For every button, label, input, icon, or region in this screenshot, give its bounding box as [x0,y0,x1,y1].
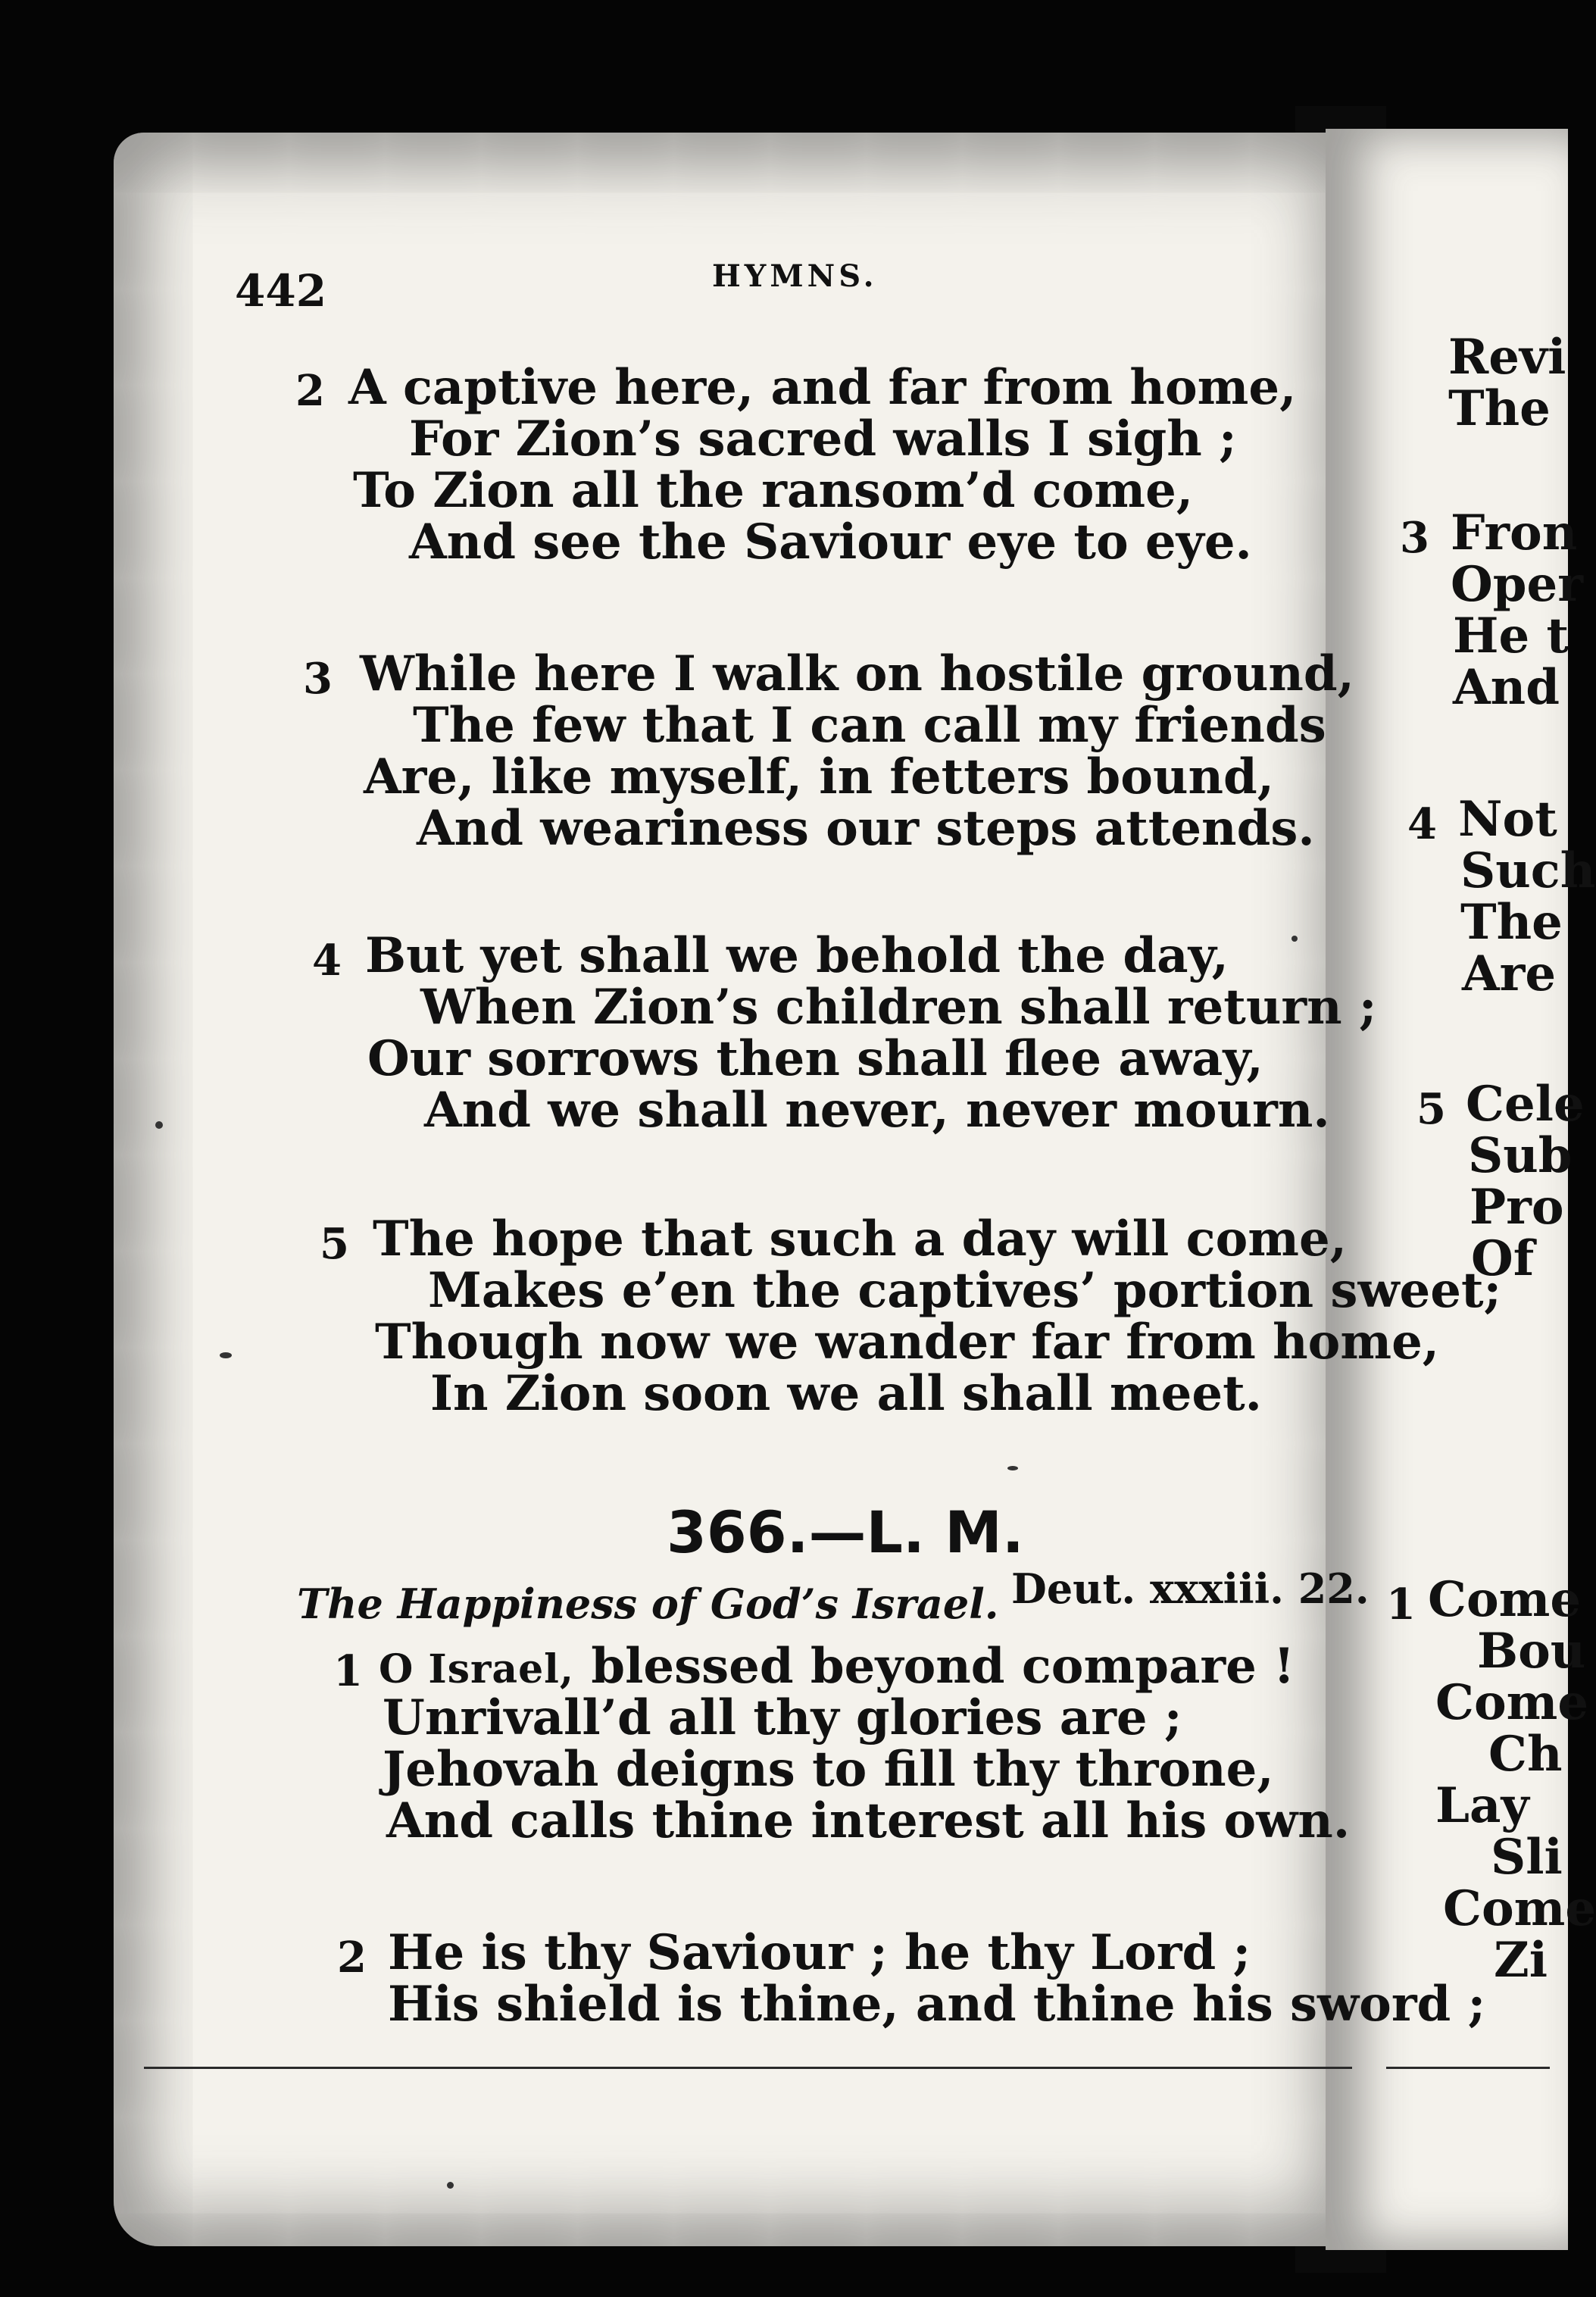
hymn-title: The Happiness of God’s Israel. [297,1580,999,1628]
verse-fragment: Are [1462,945,1557,1002]
verse-line: A captive here, and far from home, [348,359,1297,416]
stanza-number: 4 [312,936,342,986]
stanza-number: 3 [1400,513,1429,563]
verse-fragment: The [1448,380,1551,437]
verse-line: And we shall never, never mourn. [424,1082,1330,1139]
verse-fragment: Pro [1470,1179,1564,1236]
scripture-reference: Deut. xxxiii. 22. [1011,1564,1370,1613]
verse-fragment: Sli [1491,1829,1563,1886]
stanza-number: 1 [333,1646,363,1696]
verse-fragment: Lay [1435,1777,1529,1834]
stanza-number: 4 [1407,799,1437,849]
verse-line: Makes e’en the captives’ portion sweet; [428,1262,1502,1319]
verse-line: The hope that such a day will come, [373,1211,1347,1267]
verse-line: For Zion’s sacred walls I sigh ; [409,411,1237,467]
verse-line: His shield is thine, and thine his sword ; [388,1976,1486,2033]
verse-fragment: Fron [1451,505,1578,561]
verse-fragment: The [1460,894,1563,951]
hymn-number: 366.—L. M. [667,1499,1024,1566]
verse-fragment: Come [1443,1880,1596,1937]
verse-fragment: And [1453,659,1560,716]
stanza-number: 5 [1416,1084,1446,1134]
verse-fragment: He t [1453,608,1569,664]
verse-line: Though now we wander far from home, [375,1314,1440,1370]
stanza-number: 3 [303,654,333,704]
verse-line [379,1638,1295,1695]
stanza-number: 2 [337,1933,367,1983]
stanza-number: 2 [295,366,325,416]
verse-line: While here I walk on hostile ground, [360,645,1354,702]
page-number: 442 [235,265,327,317]
stanza-number: 1 [1386,1580,1416,1630]
verse-fragment: Of [1471,1230,1535,1287]
scan-speck [1291,936,1298,942]
verse-line: And weariness our steps attends. [417,800,1315,857]
verse-line: When Zion’s children shall return ; [420,979,1377,1036]
verse-fragment: Not [1458,791,1557,848]
verse-fragment: Oper [1451,556,1583,613]
verse-line-rest: blessed beyond compare ! [574,1638,1295,1695]
verse-line: Unrivall’d all thy glories are ; [383,1689,1182,1746]
scan-speck [155,1121,163,1129]
verse-fragment: Cele [1466,1076,1585,1133]
verse-fragment: Such [1460,842,1596,899]
footer-rule [144,2067,1352,2069]
verse-fragment: Zi [1494,1932,1548,1989]
verse-fragment: Come [1428,1571,1582,1628]
verse-line: Jehovah deigns to fill thy throne, [383,1741,1274,1798]
scan-speck [1007,1466,1018,1470]
verse-fragment: Bou [1477,1623,1586,1680]
verse-line: In Zion soon we all shall meet. [430,1365,1262,1422]
verse-line: He is thy Saviour ; he thy Lord ; [388,1924,1251,1981]
footer-rule-right [1386,2067,1550,2069]
verse-line: But yet shall we behold the day, [365,927,1229,984]
stanza-number: 5 [320,1219,349,1269]
first-word-small-caps: O Israel, [379,1646,575,1692]
verse-fragment: Revi [1448,329,1566,386]
verse-line: Are, like myself, in fetters bound, [364,748,1275,805]
verse-line: And see the Saviour eye to eye. [409,514,1252,570]
running-title: HYMNS. [712,258,878,294]
scan-speck [447,2182,454,2189]
verse-line: And calls thine interest all his own. [386,1792,1351,1849]
verse-line: To Zion all the ransom’d come, [353,462,1194,519]
verse-line: The few that I can call my friends [413,697,1326,754]
scan-speck [220,1352,232,1358]
verse-fragment: Ch [1488,1726,1563,1783]
verse-fragment: Come [1435,1674,1589,1731]
verse-fragment: Sub [1468,1127,1573,1184]
verse-line: Our sorrows then shall flee away, [367,1030,1263,1087]
